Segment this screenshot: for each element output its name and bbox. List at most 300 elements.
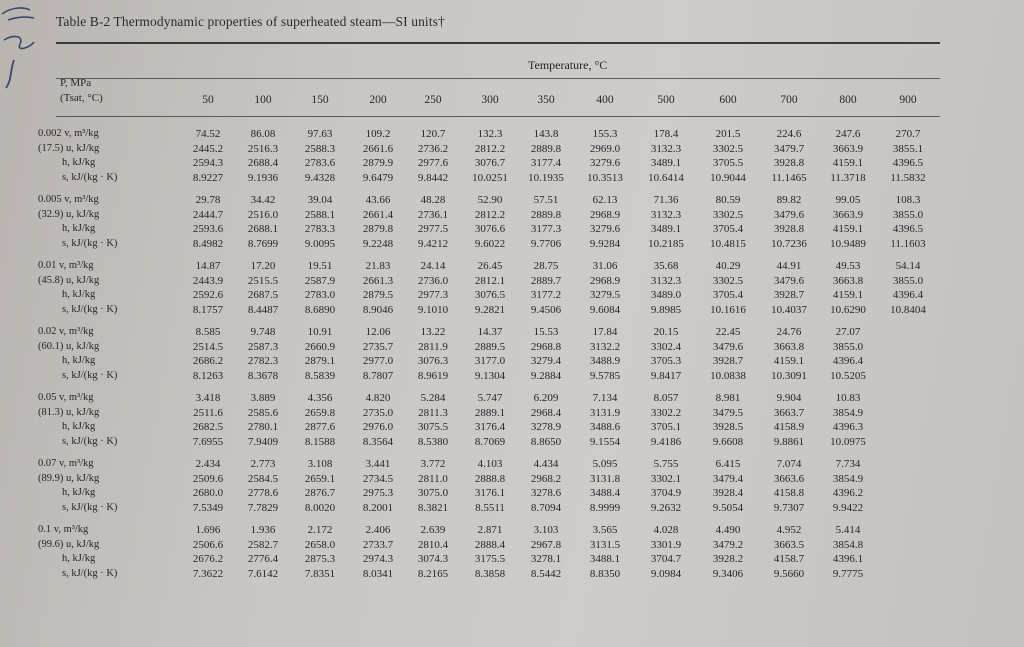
table-cell: 10.0975 bbox=[830, 435, 866, 448]
table-cell: 9.6479 bbox=[362, 171, 394, 184]
table-cell: 9.6022 bbox=[474, 237, 506, 250]
table-cell: 52.90 bbox=[477, 194, 503, 206]
table-cell: 10.3091 bbox=[771, 369, 807, 382]
table-cell: 9.9422 bbox=[832, 501, 864, 514]
pressure-header-line2: (Tsat, °C) bbox=[60, 92, 103, 104]
table-cell: 2.773 bbox=[250, 458, 276, 470]
table-cell: 2514.5 bbox=[192, 340, 224, 353]
table-cell: 3489.1 bbox=[650, 157, 682, 169]
table-cell: 3854.9 bbox=[832, 406, 864, 419]
column-header-rule bbox=[56, 116, 940, 117]
row-label: s, kJ/(kg · K) bbox=[62, 171, 118, 183]
table-cell: 71.36 bbox=[653, 194, 679, 206]
row-label: 0.05 v, m³/kg bbox=[38, 392, 94, 403]
table-cell: 3279.6 bbox=[589, 157, 621, 169]
table-cell: 6.209 bbox=[533, 392, 559, 404]
table-cell: 8.6890 bbox=[304, 303, 336, 316]
table-cell: 3074.3 bbox=[417, 553, 449, 565]
table-cell: 3132.3 bbox=[650, 142, 682, 155]
table-cell: 10.9489 bbox=[830, 237, 866, 250]
table-cell: 2594.3 bbox=[192, 157, 224, 169]
table-cell: 2812.1 bbox=[474, 274, 506, 287]
table-cell: 3479.6 bbox=[712, 340, 744, 353]
table-cell: 14.37 bbox=[477, 326, 503, 338]
table-cell: 31.06 bbox=[592, 260, 618, 272]
table-cell: 2658.0 bbox=[304, 538, 336, 551]
table-cell: 2778.6 bbox=[247, 487, 279, 499]
table-cell: 2659.1 bbox=[304, 472, 336, 485]
table-cell: 8.1263 bbox=[192, 369, 224, 382]
table-cell: 10.8404 bbox=[890, 303, 926, 316]
table-cell: 7.5349 bbox=[192, 501, 224, 514]
header-rule bbox=[56, 78, 940, 79]
table-cell: 2879.5 bbox=[362, 289, 394, 301]
row-label: h, kJ/kg bbox=[62, 223, 96, 234]
table-cell: 8.5839 bbox=[304, 369, 336, 382]
table-cell: 2968.9 bbox=[589, 274, 621, 287]
table-cell: 19.51 bbox=[307, 260, 333, 272]
row-label: s, kJ/(kg · K) bbox=[62, 501, 118, 513]
table-cell: 9.9284 bbox=[589, 237, 621, 250]
table-cell: 2588.3 bbox=[304, 142, 336, 155]
table-cell: 2888.4 bbox=[474, 538, 506, 551]
table-cell: 8.1757 bbox=[192, 303, 224, 316]
table-cell: 2686.2 bbox=[192, 355, 224, 367]
table-cell: 3663.8 bbox=[773, 340, 805, 353]
table-cell: 20.15 bbox=[653, 326, 679, 338]
table-cell: 7.134 bbox=[592, 392, 618, 404]
temperature-header-cell: 700 bbox=[780, 94, 798, 106]
table-cell: 4158.7 bbox=[773, 553, 805, 565]
table-cell: 27.07 bbox=[835, 326, 861, 338]
table-cell: 2661.4 bbox=[362, 208, 394, 221]
table-cell: 3855.0 bbox=[892, 208, 924, 221]
table-cell: 3131.9 bbox=[589, 406, 621, 419]
table-cell: 2.406 bbox=[365, 524, 391, 536]
table-cell: 4.356 bbox=[307, 392, 333, 404]
table-cell: 2783.6 bbox=[304, 157, 336, 169]
table-cell: 2968.9 bbox=[589, 208, 621, 221]
table-cell: 2736.1 bbox=[417, 208, 449, 221]
table-cell: 4.490 bbox=[715, 524, 741, 536]
table-cell: 7.6955 bbox=[192, 435, 224, 448]
table-cell: 3663.5 bbox=[773, 538, 805, 551]
table-cell: 3663.6 bbox=[773, 472, 805, 485]
table-cell: 8.3678 bbox=[247, 369, 279, 382]
row-label: h, kJ/kg bbox=[62, 157, 96, 168]
table-cell: 8.981 bbox=[715, 392, 741, 404]
temperature-header-cell: 800 bbox=[839, 94, 857, 106]
table-cell: 4396.2 bbox=[832, 487, 864, 499]
table-cell: 3488.1 bbox=[589, 553, 621, 565]
table-cell: 8.3564 bbox=[362, 435, 394, 448]
temperature-header-cell: 350 bbox=[537, 94, 555, 106]
table-cell: 9.4186 bbox=[650, 435, 682, 448]
table-cell: 3705.4 bbox=[712, 289, 744, 301]
table-cell: 2.172 bbox=[307, 524, 333, 536]
table-cell: 8.7069 bbox=[474, 435, 506, 448]
temperature-header-cell: 900 bbox=[899, 94, 917, 106]
table-cell: 9.7307 bbox=[773, 501, 805, 514]
table-cell: 9.4328 bbox=[304, 171, 336, 184]
table-cell: 178.4 bbox=[653, 128, 679, 140]
table-cell: 10.83 bbox=[835, 392, 861, 404]
row-label: (17.5) u, kJ/kg bbox=[38, 142, 100, 154]
table-cell: 9.8417 bbox=[650, 369, 682, 382]
table-cell: 24.76 bbox=[776, 326, 802, 338]
table-cell: 3704.7 bbox=[650, 553, 682, 565]
table-title: Table B-2 Thermodynamic properties of superheated steam—SI units† bbox=[56, 14, 445, 29]
temperature-header-cell: 250 bbox=[424, 94, 442, 106]
table-cell: 9.4212 bbox=[417, 237, 449, 250]
table-cell: 43.66 bbox=[365, 194, 391, 206]
table-cell: 9.8442 bbox=[417, 171, 449, 184]
row-label: h, kJ/kg bbox=[62, 355, 96, 366]
table-cell: 3278.9 bbox=[530, 421, 562, 433]
table-cell: 10.9044 bbox=[710, 171, 746, 184]
table-cell: 1.936 bbox=[250, 524, 276, 536]
temperature-header-cell: 600 bbox=[719, 94, 737, 106]
table-cell: 4396.5 bbox=[892, 223, 924, 235]
table-cell: 2680.0 bbox=[192, 487, 224, 499]
table-cell: 8.0341 bbox=[362, 567, 394, 580]
table-cell: 3278.1 bbox=[530, 553, 562, 565]
table-cell: 3928.2 bbox=[712, 553, 744, 565]
table-cell: 2688.4 bbox=[247, 157, 279, 169]
table-cell: 2977.3 bbox=[417, 289, 449, 301]
table-cell: 2587.9 bbox=[304, 274, 336, 287]
table-cell: 9.5054 bbox=[712, 501, 744, 514]
table-cell: 2812.2 bbox=[474, 208, 506, 221]
table-cell: 4.952 bbox=[776, 524, 802, 536]
table-cell: 2506.6 bbox=[192, 538, 224, 551]
row-label: h, kJ/kg bbox=[62, 421, 96, 432]
table-cell: 4.434 bbox=[533, 458, 559, 470]
table-cell: 8.5511 bbox=[475, 501, 505, 514]
table-cell: 2977.6 bbox=[417, 157, 449, 169]
table-cell: 3705.3 bbox=[650, 355, 682, 367]
table-cell: 3076.3 bbox=[417, 355, 449, 367]
table-cell: 26.45 bbox=[477, 260, 503, 272]
table-cell: 9.3406 bbox=[712, 567, 744, 580]
table-cell: 2516.0 bbox=[247, 208, 279, 221]
table-cell: 9.0095 bbox=[304, 237, 336, 250]
table-cell: 4158.9 bbox=[773, 421, 805, 433]
table-cell: 9.2884 bbox=[530, 369, 562, 382]
table-cell: 2889.7 bbox=[530, 274, 562, 287]
table-cell: 15.53 bbox=[533, 326, 559, 338]
table-cell: 3928.7 bbox=[712, 355, 744, 367]
table-cell: 2734.5 bbox=[362, 472, 394, 485]
table-cell: 2811.9 bbox=[418, 340, 448, 353]
table-cell: 48.28 bbox=[420, 194, 446, 206]
table-cell: 8.7094 bbox=[530, 501, 562, 514]
table-cell: 2515.5 bbox=[247, 274, 279, 287]
table-cell: 3.418 bbox=[195, 392, 221, 404]
table-cell: 10.1616 bbox=[710, 303, 746, 316]
table-cell: 9.5785 bbox=[589, 369, 621, 382]
table-cell: 3302.5 bbox=[712, 208, 744, 221]
table-cell: 2585.6 bbox=[247, 406, 279, 419]
table-cell: 44.91 bbox=[776, 260, 802, 272]
table-cell: 4396.3 bbox=[832, 421, 864, 433]
table-cell: 108.3 bbox=[895, 194, 921, 206]
table-cell: 34.42 bbox=[250, 194, 276, 206]
table-cell: 2780.1 bbox=[247, 421, 279, 433]
table-cell: 3302.5 bbox=[712, 274, 744, 287]
table-cell: 3479.7 bbox=[773, 142, 805, 155]
table-cell: 8.5442 bbox=[530, 567, 562, 580]
table-cell: 5.095 bbox=[592, 458, 618, 470]
table-cell: 4396.4 bbox=[892, 289, 924, 301]
row-label: 0.005 v, m³/kg bbox=[38, 194, 99, 205]
table-cell: 2889.5 bbox=[474, 340, 506, 353]
table-cell: 12.06 bbox=[365, 326, 391, 338]
table-cell: 2687.5 bbox=[247, 289, 279, 301]
table-cell: 7.734 bbox=[835, 458, 861, 470]
table-cell: 10.7236 bbox=[771, 237, 807, 250]
table-cell: 5.747 bbox=[477, 392, 503, 404]
table-cell: 2584.5 bbox=[247, 472, 279, 485]
table-cell: 4396.4 bbox=[832, 355, 864, 367]
table-cell: 8.7807 bbox=[362, 369, 394, 382]
table-cell: 4396.5 bbox=[892, 157, 924, 169]
row-label: s, kJ/(kg · K) bbox=[62, 237, 118, 249]
table-cell: 2593.6 bbox=[192, 223, 224, 235]
temperature-header-cell: 100 bbox=[254, 94, 272, 106]
table-cell: 3177.4 bbox=[530, 157, 562, 169]
table-cell: 2974.3 bbox=[362, 553, 394, 565]
table-cell: 4.820 bbox=[365, 392, 391, 404]
table-cell: 2976.0 bbox=[362, 421, 394, 433]
table-cell: 3132.3 bbox=[650, 208, 682, 221]
table-cell: 3705.1 bbox=[650, 421, 682, 433]
table-cell: 2876.7 bbox=[304, 487, 336, 499]
table-cell: 2516.3 bbox=[247, 142, 279, 155]
table-cell: 9.2248 bbox=[362, 237, 394, 250]
row-label: (32.9) u, kJ/kg bbox=[38, 208, 100, 220]
table-cell: 62.13 bbox=[592, 194, 618, 206]
table-cell: 6.415 bbox=[715, 458, 741, 470]
table-cell: 155.3 bbox=[592, 128, 618, 140]
table-cell: 2969.0 bbox=[589, 142, 621, 155]
table-cell: 8.9046 bbox=[362, 303, 394, 316]
table-cell: 4159.1 bbox=[832, 289, 864, 301]
table-cell: 2587.3 bbox=[247, 340, 279, 353]
table-cell: 9.2821 bbox=[474, 303, 506, 316]
table-cell: 3131.8 bbox=[589, 472, 621, 485]
table-cell: 2661.6 bbox=[362, 142, 394, 155]
table-cell: 8.8650 bbox=[530, 435, 562, 448]
table-cell: 3479.5 bbox=[712, 406, 744, 419]
table-cell: 2659.8 bbox=[304, 406, 336, 419]
temperature-header-row bbox=[0, 94, 1024, 108]
table-cell: 2967.8 bbox=[530, 538, 562, 551]
table-cell: 8.2165 bbox=[417, 567, 449, 580]
table-cell: 9.748 bbox=[250, 326, 276, 338]
table-cell: 22.45 bbox=[715, 326, 741, 338]
table-cell: 3928.4 bbox=[712, 487, 744, 499]
table-cell: 3132.2 bbox=[589, 340, 621, 353]
table-cell: 109.2 bbox=[365, 128, 391, 140]
table-cell: 28.75 bbox=[533, 260, 559, 272]
table-cell: 8.4487 bbox=[247, 303, 279, 316]
row-label: s, kJ/(kg · K) bbox=[62, 303, 118, 315]
table-cell: 2676.2 bbox=[192, 553, 224, 565]
table-cell: 3.103 bbox=[533, 524, 559, 536]
table-cell: 7.8351 bbox=[304, 567, 336, 580]
table-cell: 2812.2 bbox=[474, 142, 506, 155]
table-cell: 2511.6 bbox=[193, 406, 223, 419]
table-cell: 224.6 bbox=[776, 128, 802, 140]
table-cell: 3279.5 bbox=[589, 289, 621, 301]
table-cell: 3176.4 bbox=[474, 421, 506, 433]
table-cell: 5.755 bbox=[653, 458, 679, 470]
table-cell: 11.1603 bbox=[890, 237, 926, 250]
table-cell: 7.074 bbox=[776, 458, 802, 470]
table-cell: 2782.3 bbox=[247, 355, 279, 367]
table-cell: 3302.4 bbox=[650, 340, 682, 353]
table-cell: 2877.6 bbox=[304, 421, 336, 433]
table-cell: 3855.1 bbox=[892, 142, 924, 155]
table-cell: 4396.1 bbox=[832, 553, 864, 565]
table-cell: 2810.4 bbox=[417, 538, 449, 551]
table-cell: 21.83 bbox=[365, 260, 391, 272]
temperature-header-cell: 200 bbox=[369, 94, 387, 106]
table-cell: 201.5 bbox=[715, 128, 741, 140]
table-cell: 2509.6 bbox=[192, 472, 224, 485]
table-cell: 3705.4 bbox=[712, 223, 744, 235]
table-cell: 2811.3 bbox=[418, 406, 448, 419]
table-cell: 9.7775 bbox=[832, 567, 864, 580]
table-cell: 3.565 bbox=[592, 524, 618, 536]
table-cell: 3928.8 bbox=[773, 157, 805, 169]
table-cell: 9.8985 bbox=[650, 303, 682, 316]
table-cell: 10.4037 bbox=[771, 303, 807, 316]
table-cell: 57.51 bbox=[533, 194, 559, 206]
table-cell: 9.4506 bbox=[530, 303, 562, 316]
table-cell: 3489.0 bbox=[650, 289, 682, 301]
row-label: s, kJ/(kg · K) bbox=[62, 369, 118, 381]
table-cell: 13.22 bbox=[420, 326, 446, 338]
row-label: s, kJ/(kg · K) bbox=[62, 435, 118, 447]
table-cell: 3479.6 bbox=[773, 274, 805, 287]
table-cell: 8.5380 bbox=[417, 435, 449, 448]
table-cell: 3177.2 bbox=[530, 289, 562, 301]
table-cell: 3302.1 bbox=[650, 472, 682, 485]
table-cell: 2968.2 bbox=[530, 472, 562, 485]
table-cell: 2875.3 bbox=[304, 553, 336, 565]
table-cell: 2977.5 bbox=[417, 223, 449, 235]
table-cell: 3132.3 bbox=[650, 274, 682, 287]
table-cell: 2879.8 bbox=[362, 223, 394, 235]
table-cell: 2688.1 bbox=[247, 223, 279, 235]
table-cell: 2889.8 bbox=[530, 208, 562, 221]
table-cell: 35.68 bbox=[653, 260, 679, 272]
table-cell: 9.1010 bbox=[417, 303, 449, 316]
table-cell: 3075.0 bbox=[417, 487, 449, 499]
table-cell: 3855.0 bbox=[832, 340, 864, 353]
table-cell: 3663.9 bbox=[832, 208, 864, 221]
table-cell: 2783.3 bbox=[304, 223, 336, 235]
temperature-header-cell: 150 bbox=[311, 94, 329, 106]
table-cell: 10.6290 bbox=[830, 303, 866, 316]
table-cell: 143.8 bbox=[533, 128, 559, 140]
table-cell: 3479.2 bbox=[712, 538, 744, 551]
table-cell: 3175.5 bbox=[474, 553, 506, 565]
table-cell: 9.5660 bbox=[773, 567, 805, 580]
table-cell: 2735.7 bbox=[362, 340, 394, 353]
table-cell: 10.3513 bbox=[587, 171, 623, 184]
table-cell: 3854.9 bbox=[832, 472, 864, 485]
table-cell: 3075.5 bbox=[417, 421, 449, 433]
table-cell: 2.871 bbox=[477, 524, 503, 536]
table-cell: 86.08 bbox=[250, 128, 276, 140]
table-cell: 3704.9 bbox=[650, 487, 682, 499]
table-cell: 3279.4 bbox=[530, 355, 562, 367]
table-cell: 2889.8 bbox=[530, 142, 562, 155]
temperature-header-cell: 400 bbox=[596, 94, 614, 106]
table-cell: 3928.8 bbox=[773, 223, 805, 235]
table-cell: 2444.7 bbox=[192, 208, 224, 221]
table-cell: 2879.1 bbox=[304, 355, 336, 367]
table-cell: 3663.8 bbox=[832, 274, 864, 287]
table-cell: 5.414 bbox=[835, 524, 861, 536]
table-cell: 8.0020 bbox=[304, 501, 336, 514]
table-cell: 3076.5 bbox=[474, 289, 506, 301]
table-cell: 2.639 bbox=[420, 524, 446, 536]
table-cell: 9.1936 bbox=[247, 171, 279, 184]
top-rule bbox=[56, 42, 940, 44]
table-cell: 8.8350 bbox=[589, 567, 621, 580]
table-cell: 3479.6 bbox=[773, 208, 805, 221]
table-cell: 2888.8 bbox=[474, 472, 506, 485]
table-cell: 2443.9 bbox=[192, 274, 224, 287]
table-cell: 40.29 bbox=[715, 260, 741, 272]
temperature-header-cell: 50 bbox=[202, 94, 214, 106]
row-label: 0.01 v, m³/kg bbox=[38, 260, 94, 271]
table-cell: 3302.5 bbox=[712, 142, 744, 155]
table-cell: 3488.4 bbox=[589, 487, 621, 499]
table-cell: 3076.6 bbox=[474, 223, 506, 235]
table-cell: 132.3 bbox=[477, 128, 503, 140]
table-cell: 17.84 bbox=[592, 326, 618, 338]
table-cell: 8.4982 bbox=[192, 237, 224, 250]
table-cell: 7.7829 bbox=[247, 501, 279, 514]
table-cell: 4159.1 bbox=[832, 223, 864, 235]
table-cell: 89.82 bbox=[776, 194, 802, 206]
table-cell: 10.91 bbox=[307, 326, 333, 338]
table-cell: 10.0251 bbox=[472, 171, 508, 184]
table-cell: 2661.3 bbox=[362, 274, 394, 287]
table-cell: 4159.1 bbox=[832, 157, 864, 169]
table-cell: 2968.4 bbox=[530, 406, 562, 419]
table-cell: 4159.1 bbox=[773, 355, 805, 367]
table-cell: 3479.4 bbox=[712, 472, 744, 485]
table-cell: 8.057 bbox=[653, 392, 679, 404]
temperature-header-cell: 500 bbox=[657, 94, 675, 106]
table-cell: 3.772 bbox=[420, 458, 446, 470]
table-cell: 3489.1 bbox=[650, 223, 682, 235]
table-cell: 2682.5 bbox=[192, 421, 224, 433]
table-cell: 1.696 bbox=[195, 524, 221, 536]
table-cell: 3278.6 bbox=[530, 487, 562, 499]
table-cell: 3131.5 bbox=[589, 538, 621, 551]
row-label: (45.8) u, kJ/kg bbox=[38, 274, 100, 286]
row-label: (89.9) u, kJ/kg bbox=[38, 472, 100, 484]
table-cell: 3663.9 bbox=[832, 142, 864, 155]
table-cell: 8.9227 bbox=[192, 171, 224, 184]
